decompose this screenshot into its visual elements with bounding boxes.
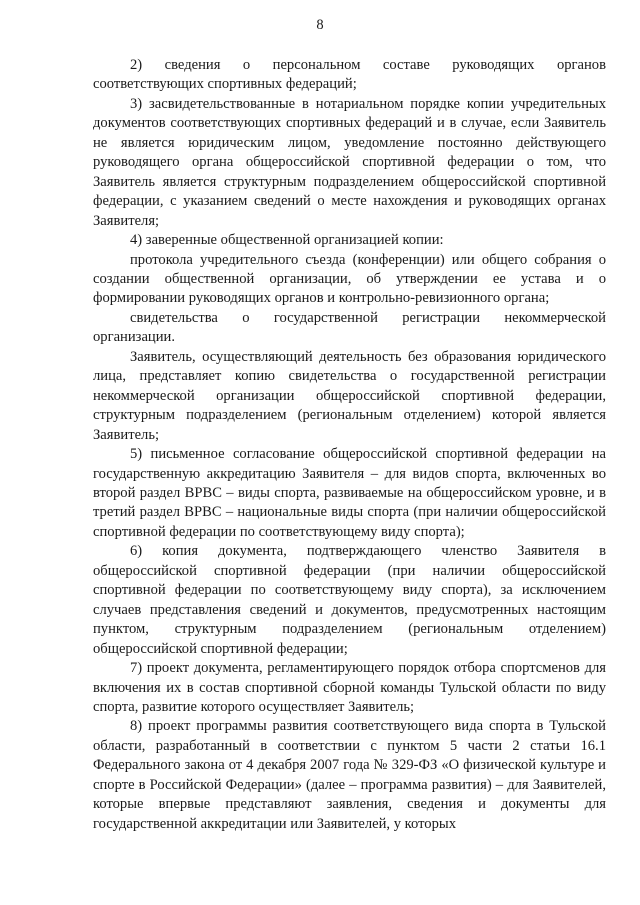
paragraph-registration-certificate: свидетельства о государственной регистрации некоммерческой организации. <box>93 309 606 346</box>
page-number: 8 <box>316 17 324 33</box>
paragraph-item-4-certified-copies: 4) заверенные общественной организацией копии: <box>130 232 444 249</box>
paragraph-item-6-membership-document: 6) копия документа, подтверждающего членство Заявителя в общероссийской спортивной федерации (при наличии общероссийской спортивной федерации по соответствующему виду спорта), за исключением случаев представления сведений и документов, предусмотренных настоящим пунктом, структурным подразделением (региональным отделением) общероссийской спортивной федерации; <box>93 543 606 657</box>
paragraph-item-3-founding-documents: 3) засвидетельствованные в нотариальном порядке копии учредительных документов соответствующих спортивных федераций и в случае, если Заявитель не является юридическим лицом, уведомление постоянно действующего руководящего органа общероссийской спортивной федерации о том, что Заявитель является структурным подразделением общероссийской спортивной федерации, с указанием сведений о месте нахождения и руководящих органах Заявителя; <box>93 95 606 229</box>
document-body <box>93 56 606 834</box>
paragraph-applicant-without-legal-entity: Заявитель, осуществляющий деятельность без образования юридического лица, представляет копию свидетельства о государственной регистрации некоммерческой организации общероссийской спортивной федерации, структурным подразделением (региональным отделением) которой является Заявитель; <box>93 348 606 443</box>
paragraph-congress-protocol: протокола учредительного съезда (конференции) или общего собрания о создании общественной организации, об утверждении ее устава и о формировании руководящих органов и контрольно-ревизионного органа; <box>93 251 606 307</box>
paragraph-item-7-selection-procedure: 7) проект документа, регламентирующего порядок отбора спортсменов для включения их в состав спортивной сборной команды Тульской области по виду спорта, развитие которого осуществляет Заявитель; <box>93 660 606 715</box>
paragraph-item-5-federation-approval: 5) письменное согласование общероссийской спортивной федерации на государственную аккредитацию Заявителя – для видов спорта, включенных во второй раздел ВРВС – виды спорта, развиваемые на общероссийском уровне, и в третий раздел ВРВС – национальные виды спорта (при наличии общероссийской спортивной федерации по соответствующему виду спорта); <box>93 446 606 540</box>
paragraph-item-8-development-program: 8) проект программы развития соответствующего вида спорта в Тульской области, разработанный в соответствии с пунктом 5 части 2 статьи 16.1 Федерального закона от 4 декабря 2007 года № 329-ФЗ «О физической культуре и спорте в Российской Федерации» (далее – программа развития) – для Заявителей, которые впервые представляют заявления, сведения и документы для государственной аккредитации или Заявителей, у которых <box>93 718 606 832</box>
paragraph-item-2-personnel: 2) сведения о персональном составе руководящих органов соответствующих спортивных федераций; <box>93 57 606 93</box>
